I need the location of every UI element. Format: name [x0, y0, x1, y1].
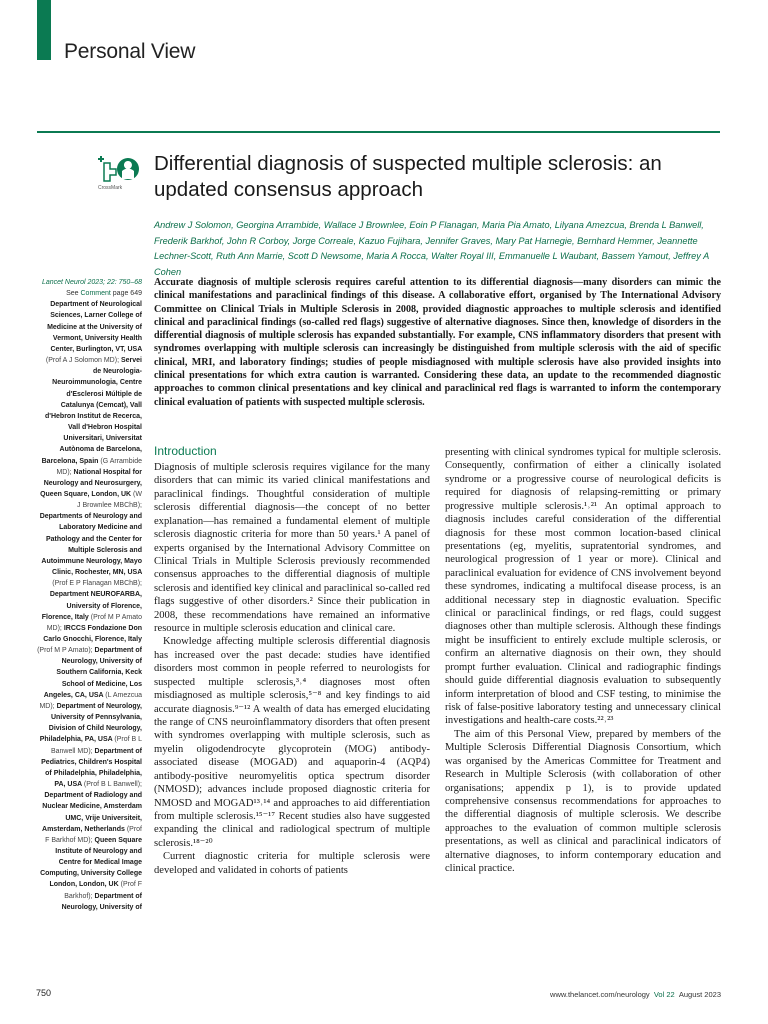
author-list: Andrew J Solomon, Georgina Arrambide, Wallace J Brownlee, Eoin P Flanagan, Maria Pia Amato, Lilyana Amezcua, Brenda L Banwell, Frederik Barkhof, John R Corboy, Jorge Correale, Kazuo Fujihara, Jennifer Graves, Mary Pat Harnegie, Bernhard Hemmer, Jeannette Lechner-Scott, Ruth Ann Marrie, Scott D Newsome, Maria A Rocca, Walter Royal III, Emmanuelle L Waubant, Bassem Yamout, Jeffrey A Cohen [154, 220, 709, 277]
affiliation: Department of Neurology, University of [61, 892, 142, 911]
paragraph: Knowledge affecting multiple sclerosis differential diagnosis has increased over the past decade: studies have identified disorders most common in people referred to neurologists for suspected multiple sclerosis,³˒⁴ diagnoses most often misdiagnosed as multiple sclerosis,⁵⁻⁸ and key findings to aid accurate diagnosis.⁹⁻¹² A wealth of data has emerged elucidating the range of CNS neuroinflammatory disorders that often present with syndromes overlapping with multiple sclerosis, such as myelin oligodendrocyte glycoprotein (MOG) antibody-associated disease (MOGAD) and aquaporin-4 (AQP4) antibody-positive neuromyelitis optica spectrum disorder (NMOSD); advances include proposed diagnostic criteria for NMOSD and MOGAD¹³˒¹⁴ and approaches to aid differentiation from multiple sclerosis.¹⁵⁻¹⁷ Recent studies also have suggested expanding the clinical and radiological spectrum of multiple sclerosis.¹⁸⁻²⁰ [154, 636, 430, 849]
issue-date: August 2023 [678, 990, 721, 999]
page-number: 750 [36, 988, 52, 998]
paragraph: Diagnosis of multiple sclerosis requires vigilance for the many disorders that can mimic its varied clinical manifestations and paraclinical findings. Thoughtful consideration of multiple sclerosis differential diagnosis—the concept of no better explanation—has remained a fundamental element of multiple sclerosis diagnostic criteria for more than 50 years.¹ A panel of experts organised by the International Advisory Committee on Clinical Trials in Multiple Sclerosis previously recommended consensus approaches to the differential diagnosis of multiple sclerosis and identified key clinical and paraclinical so-called red flags suggestive of other disorders.² Since their publication in 2008, these recommendations have remained an informative resource in multiple sclerosis education and clinical care. [154, 462, 430, 635]
section-title: Personal View [64, 40, 196, 63]
affiliation: Department of Pediatrics, Children's Hospital of Philadelphia, Philadelphia, PA, USA (Prof B L Banwell); [41, 747, 142, 789]
affiliation: IRCCS Fondazione Don Carlo Gnocchi, Florence, Italy (Prof M P Amato); [37, 624, 142, 655]
sidebar-affiliations [36, 277, 142, 913]
affiliation: Department of Radiology and Nuclear Medicine, Amsterdam UMC, Vrije Universiteit, Amsterdam, Netherlands (Prof F Barkhof MD); [42, 792, 142, 844]
crossmark-label: CrossMark [98, 185, 123, 191]
paragraph: Current diagnostic criteria for multiple sclerosis were developed and validated in cohorts of patients [154, 851, 430, 876]
journal-footer [550, 990, 721, 999]
introduction-heading: Introduction [154, 444, 217, 458]
header-divider [37, 131, 720, 133]
affiliation: Department NEUROFARBA, University of Florence, Florence, Italy (Prof M P Amato MD); [41, 591, 142, 632]
abstract: Accurate diagnosis of multiple sclerosis requires careful attention to its differential diagnosis—many disorders can mimic the clinical manifestations and paraclinical findings of this disease. A collaborative effort, organised by The International Advisory Committee on Clinical Trials in Multiple Sclerosis in 2008, provided diagnostic approaches to multiple sclerosis and identified clinical and paraclinical findings (so-called red flags) suggestive of alternative diagnoses. Since then, knowledge of disorders in the differential diagnosis of multiple sclerosis has expanded substantially. For example, CNS inflammatory disorders that present with syndromes overlapping with multiple sclerosis can increasingly be distinguished from multiple sclerosis with the aid of specific clinical, MRI, and laboratory findings; studies of people misdiagnosed with multiple sclerosis have also provided insights into clinical presentations for which extra caution is warranted. Considering these data, an update to the recommended diagnostic approaches to common clinical presentations and key clinical and paraclinical red flags is warranted to inform the contemporary clinical evaluation of patients with suspected multiple sclerosis. [154, 277, 721, 408]
comment-link[interactable]: Comment [80, 290, 111, 298]
affiliation: Departments of Neurology and Laboratory Medicine and Pathology and the Center for Multiple Sclerosis and Autoimmune Neurology, Mayo Clinic, Rochester, MN, USA (Prof E P Flanagan MBChB); [39, 513, 142, 588]
affiliation: Department of Neurology, University of Pennsylvania, Division of Child Neurology, Philadelphia, PA, USA (Prof B L Banwell MD); [39, 702, 142, 755]
citation: Lancet Neurol 2023; 22: 750–68 [41, 279, 142, 286]
affiliation: National Hospital for Neurology and Neurosurgery, Queen Square, London, UK (W J Brownlee MBChB); [40, 468, 142, 510]
affiliation: Queen Square Institute of Neurology and Centre for Medical Image Computing, University College London, London, UK (Prof F Barkhof); [40, 836, 142, 900]
body-column-right [445, 446, 721, 876]
paragraph: presenting with clinical syndromes typical for multiple sclerosis. Consequently, confirmation of either a clinically isolated syndrome or a progressive course of neurological deficits is required for diagnosis of relapsing-remitting or primary progressive multiple sclerosis.¹˒²¹ An optimal approach to diagnosis includes careful consideration of the differential diagnosis for these most common location-based clinical presentations (eg, myelitis, supratentorial syndromes, and neurological progression of 1 year or more). Clinical and paraclinical evaluation for evidence of CNS involvement beyond these syndromes, indicating a multifocal disease process, is an additional necessary step in diagnostic evaluation. Specific clinical or paraclinical findings, or red flags, could suggest diagnoses other than multiple sclerosis. Although these findings might be insufficient to entirely exclude multiple sclerosis, or confirm an alternative diagnosis on their own, they should prompt further evaluation. Clinical and radiographic findings should guide differential diagnosis evaluation to subsequently inform interpretation of blood and CSF testing, to minimise the risk of false-positive laboratory testing and unnecessary clinical investigations and health-care costs.²²˒²³ [445, 447, 721, 727]
section-color-bar [37, 0, 51, 60]
see-comment: See Comment page 649 [66, 290, 142, 298]
affiliation: Department of Neurology, University of Southern California, Keck School of Medicine, Los Angeles, CA, USA (L Amezcua MD); [39, 647, 142, 710]
body-column-left [154, 443, 430, 877]
affiliation: Servei de Neurologia-Neuroimmunologia, Centre d'Esclerosi Múltiple de Catalunya (Cemcat), Vall d'Hebron Institut de Recerca, Vall d'Hebron Hospital Universitari, Universitat Autònoma de Barcelona, Barcelona, Spain (G Arrambide MD); [41, 357, 142, 476]
journal-url[interactable]: www.thelancet.com/neurology [550, 990, 650, 999]
crossmark-icon[interactable] [96, 153, 142, 187]
paragraph: The aim of this Personal View, prepared by members of the Multiple Sclerosis Differential Diagnosis Consortium, which was organised by the Americas Committee for Treatment and Research in Multiple Sclerosis (with collaboration of other organisations; appendix p 1), is to provide updated comprehensive consensus recommendations for approaches to the differential diagnosis of multiple sclerosis. We describe approaches to the evaluation of common multiple sclerosis presentations, as well as clinical and paraclinical indicators of alternative diagnoses, to inform contemporary education and clinical practice. [445, 728, 721, 875]
article-title: Differential diagnosis of suspected multiple sclerosis: an updated consensus approach [154, 152, 662, 201]
affiliation: Department of Neurological Sciences, Larner College of Medicine at the University of Vermont, University Health Center, Burlington, VT, USA (Prof A J Solomon MD); [45, 301, 142, 365]
volume: Vol 22 [653, 990, 675, 999]
affiliation-list [36, 299, 142, 913]
